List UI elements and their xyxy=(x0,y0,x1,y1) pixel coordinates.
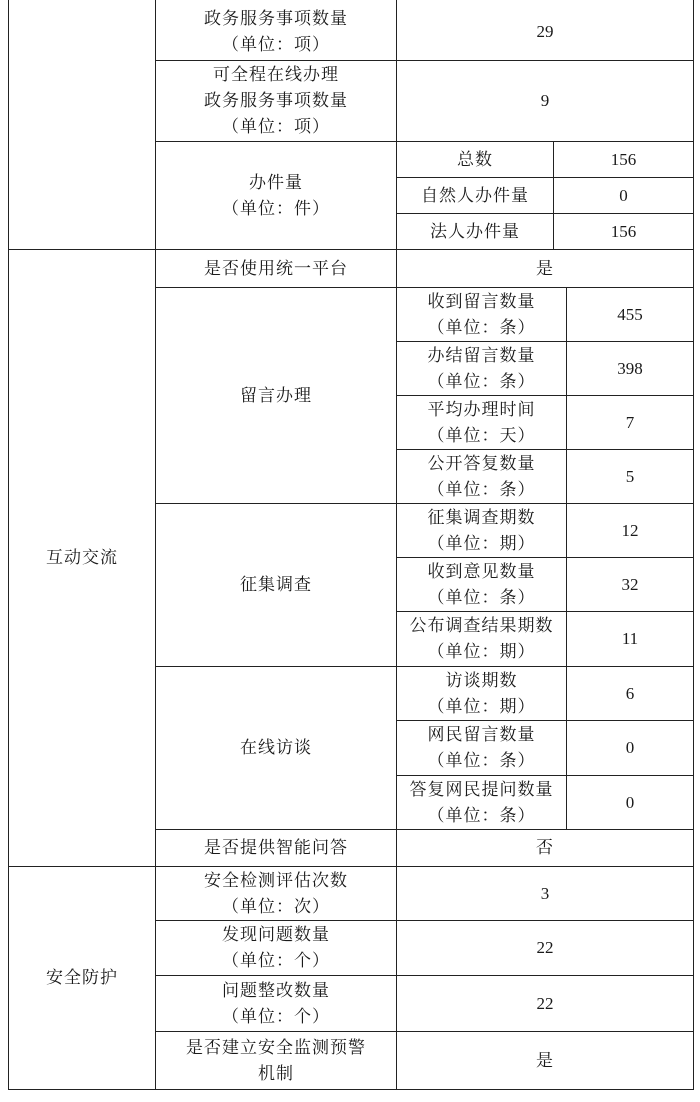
issues-fixed-label: 问题整改数量 （单位：个） xyxy=(222,980,330,1027)
online-items-value: 9 xyxy=(540,91,550,110)
survey-results-label: 公布调查结果期数 （单位：期） xyxy=(409,616,554,662)
msg-public-value: 5 xyxy=(625,466,635,486)
messages-label: 留言办理 xyxy=(240,385,312,406)
online-items-label: 可全程在线办理 政务服务事项数量 （单位：项） xyxy=(204,65,348,137)
survey-opinions-label: 收到意见数量 （单位：条） xyxy=(427,561,536,608)
warning-label: 是否建立安全监测预警 机制 xyxy=(186,1037,366,1084)
msg-avg-value: 7 xyxy=(625,412,635,432)
survey-periods-value: 12 xyxy=(621,520,639,540)
interview-label: 在线访谈 xyxy=(240,738,312,758)
smart-qa-value: 否 xyxy=(536,838,554,858)
warning-value: 是 xyxy=(536,1050,554,1071)
interview-periods-label: 访谈期数 （单位：期） xyxy=(427,670,536,717)
svc-items-label: 政务服务事项数量 （单位：项） xyxy=(204,9,348,55)
msg-public-label: 公开答复数量 （单位：条） xyxy=(427,453,536,500)
cases-total-value: 156 xyxy=(610,149,637,169)
svc-items-value: 29 xyxy=(536,22,554,41)
checks-label: 安全检测评估次数 （单位：次） xyxy=(204,870,348,917)
cases-natural-label: 自然人办件量 xyxy=(421,185,529,206)
interview-answers-label: 答复网民提问数量 （单位：条） xyxy=(409,779,554,826)
unified-platform-value: 是 xyxy=(536,258,554,279)
cases-natural-value: 0 xyxy=(619,185,628,205)
smart-qa-label: 是否提供智能问答 xyxy=(204,838,348,858)
msg-done-label: 办结留言数量 （单位：条） xyxy=(427,345,536,392)
survey-periods-label: 征集调查期数 （单位：期） xyxy=(427,507,536,554)
interaction-section-label: 互动交流 xyxy=(46,548,118,568)
checks-value: 3 xyxy=(540,883,550,903)
interview-msgs-label: 网民留言数量 （单位：条） xyxy=(427,725,536,771)
survey-label: 征集调查 xyxy=(240,575,312,595)
security-section-label: 安全防护 xyxy=(46,968,118,988)
cases-label: 办件量 （单位：件） xyxy=(222,172,330,219)
interview-msgs-value: 0 xyxy=(625,738,635,757)
survey-opinions-value: 32 xyxy=(621,574,639,594)
issues-found-value: 22 xyxy=(536,938,554,957)
interview-periods-value: 6 xyxy=(625,683,635,703)
cases-total-label: 总数 xyxy=(457,149,493,170)
unified-platform-label: 是否使用统一平台 xyxy=(204,258,348,279)
issues-found-label: 发现问题数量 （单位：个） xyxy=(222,925,330,971)
msg-received-value: 455 xyxy=(617,304,643,324)
msg-done-value: 398 xyxy=(617,358,643,378)
msg-received-label: 收到留言数量 （单位：条） xyxy=(427,291,536,338)
cases-legal-label: 法人办件量 xyxy=(430,221,520,242)
cases-legal-value: 156 xyxy=(610,221,637,241)
interview-answers-value: 0 xyxy=(625,792,635,812)
msg-avg-label: 平均办理时间 （单位：天） xyxy=(427,399,536,446)
survey-results-value: 11 xyxy=(621,629,639,648)
issues-fixed-value: 22 xyxy=(536,993,554,1013)
